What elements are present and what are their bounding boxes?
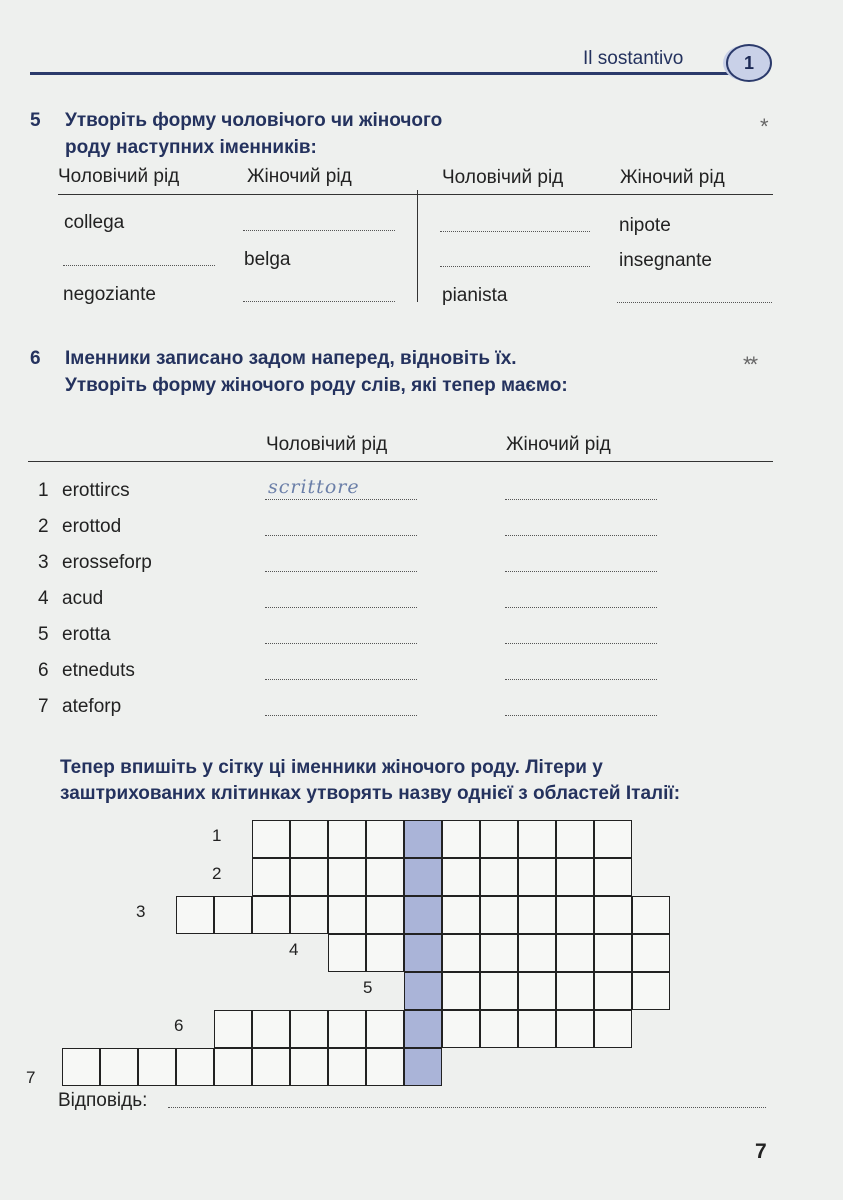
ex5-right-row3-female-blank[interactable]	[617, 302, 772, 303]
crossword-cell[interactable]	[556, 972, 594, 1010]
crossword-cell[interactable]	[176, 1048, 214, 1086]
crossword-cell[interactable]	[290, 858, 328, 896]
crossword-cell[interactable]	[442, 934, 480, 972]
crossword-row-number: 7	[26, 1068, 36, 1087]
unit-badge: 1	[726, 44, 772, 82]
crossword-cell[interactable]	[366, 858, 404, 896]
ex6-female-blank[interactable]	[505, 535, 657, 536]
crossword-cell[interactable]	[518, 934, 556, 972]
crossword-shaded-cell[interactable]	[404, 972, 442, 1010]
ex6-row-number: 1	[38, 480, 49, 501]
difficulty-stars: *	[760, 114, 767, 139]
crossword-shaded-cell[interactable]	[404, 1010, 442, 1048]
ex6-reversed-word: acud	[62, 588, 104, 609]
ex6-reversed-word: ateforp	[62, 696, 122, 717]
crossword-cell[interactable]	[290, 820, 328, 858]
crossword-cell[interactable]	[328, 820, 366, 858]
answer-label: Відповідь:	[58, 1090, 148, 1111]
ex6-female-blank[interactable]	[505, 607, 657, 608]
ex5-left-row1-male: collega	[64, 212, 125, 233]
ex5-right-row2-female: insegnante	[619, 250, 712, 271]
ex6-col-female: Жіночий рід	[506, 434, 611, 455]
crossword-cell[interactable]	[480, 858, 518, 896]
crossword-cell[interactable]	[556, 858, 594, 896]
crossword-cell[interactable]	[138, 1048, 176, 1086]
ex6-female-blank[interactable]	[505, 715, 657, 716]
crossword-cell[interactable]	[252, 858, 290, 896]
crossword-cell[interactable]	[518, 896, 556, 934]
crossword-cell[interactable]	[632, 896, 670, 934]
ex5-left-row3-male: negoziante	[63, 284, 156, 305]
ex6-row-number: 2	[38, 516, 49, 537]
page-number: 7	[755, 1140, 767, 1163]
ex6-female-blank[interactable]	[505, 571, 657, 572]
crossword-instruction-line1: Тепер впишіть у сітку ці іменники жіночого роду. Літери у	[60, 757, 603, 778]
crossword-cell[interactable]	[556, 820, 594, 858]
crossword-row-number: 5	[363, 978, 373, 997]
crossword-shaded-cell[interactable]	[404, 1048, 442, 1086]
crossword-cell[interactable]	[556, 1010, 594, 1048]
ex6-male-blank[interactable]	[265, 571, 417, 572]
crossword-cell[interactable]	[328, 934, 366, 972]
ex5-right-row2-male-blank[interactable]	[440, 266, 590, 267]
crossword-shaded-cell[interactable]	[404, 858, 442, 896]
section-title: Il sostantivo	[583, 48, 684, 69]
ex5-col-male-1: Чоловічий рід	[58, 166, 180, 187]
ex6-reversed-word: erottircs	[62, 480, 130, 501]
crossword-cell[interactable]	[480, 820, 518, 858]
ex6-row-number: 7	[38, 696, 49, 717]
crossword-cell[interactable]	[62, 1048, 100, 1086]
ex5-right-row1-male-blank[interactable]	[440, 231, 590, 232]
ex5-left-row3-female-blank[interactable]	[243, 301, 395, 302]
crossword-cell[interactable]	[480, 1010, 518, 1048]
crossword-shaded-cell[interactable]	[404, 934, 442, 972]
ex6-reversed-word: erosseforp	[62, 552, 152, 573]
crossword-cell[interactable]	[252, 896, 290, 934]
crossword-cell[interactable]	[594, 934, 632, 972]
crossword-cell[interactable]	[328, 858, 366, 896]
crossword-row-number: 2	[212, 864, 222, 883]
crossword-cell[interactable]	[480, 896, 518, 934]
crossword-cell[interactable]	[442, 896, 480, 934]
ex6-female-blank[interactable]	[505, 499, 657, 500]
ex5-col-male-2: Чоловічий рід	[442, 167, 564, 188]
ex6-row-number: 4	[38, 588, 49, 609]
crossword-cell[interactable]	[594, 820, 632, 858]
crossword-cell[interactable]	[252, 1010, 290, 1048]
answer-blank[interactable]	[168, 1107, 766, 1108]
crossword-cell[interactable]	[518, 858, 556, 896]
crossword-cell[interactable]	[480, 934, 518, 972]
ex6-male-blank[interactable]	[265, 535, 417, 536]
ex5-right-row1-female: nipote	[619, 215, 671, 236]
crossword-cell[interactable]	[518, 1010, 556, 1048]
crossword-cell[interactable]	[328, 1010, 366, 1048]
crossword-cell[interactable]	[594, 896, 632, 934]
crossword-cell[interactable]	[556, 934, 594, 972]
crossword-cell[interactable]	[214, 1010, 252, 1048]
ex6-row-number: 5	[38, 624, 49, 645]
crossword-cell[interactable]	[214, 1048, 252, 1086]
crossword-shaded-cell[interactable]	[404, 896, 442, 934]
crossword-cell[interactable]	[176, 896, 214, 934]
crossword-cell[interactable]	[480, 972, 518, 1010]
crossword-cell[interactable]	[214, 896, 252, 934]
ex5-column-divider	[417, 190, 418, 302]
crossword-cell[interactable]	[290, 896, 328, 934]
ex6-female-blank[interactable]	[505, 679, 657, 680]
exercise-6-instruction-line2: Утворіть форму жіночого роду слів, які тепер маємо:	[65, 375, 568, 396]
ex6-reversed-word: erotta	[62, 624, 111, 645]
crossword-cell[interactable]	[100, 1048, 138, 1086]
ex6-reversed-word: erottod	[62, 516, 122, 537]
ex5-left-row2-female: belga	[244, 249, 291, 270]
crossword-cell[interactable]	[518, 972, 556, 1010]
header-rule	[30, 72, 745, 75]
crossword-cell[interactable]	[442, 820, 480, 858]
crossword-cell[interactable]	[252, 1048, 290, 1086]
crossword-cell[interactable]	[366, 1048, 404, 1086]
ex5-col-female-1: Жіночий рід	[247, 166, 352, 187]
ex5-header-rule	[58, 194, 773, 195]
crossword-row-number: 6	[174, 1016, 184, 1035]
crossword-row-number: 4	[289, 940, 299, 959]
ex6-col-male: Чоловічий рід	[266, 434, 388, 455]
exercise-5-instruction-line2: роду наступних іменників:	[65, 137, 317, 158]
ex5-left-row2-male-blank[interactable]	[63, 265, 215, 266]
crossword-row-number: 3	[136, 902, 146, 921]
difficulty-stars-2: **	[743, 352, 757, 377]
crossword-cell[interactable]	[594, 858, 632, 896]
crossword-cell[interactable]	[594, 972, 632, 1010]
ex6-male-blank[interactable]	[265, 499, 417, 500]
crossword-cell[interactable]	[328, 1048, 366, 1086]
ex6-header-rule	[28, 461, 773, 462]
crossword-cell[interactable]	[366, 1010, 404, 1048]
crossword-row-number: 1	[212, 826, 222, 845]
crossword-cell[interactable]	[252, 820, 290, 858]
ex6-male-blank[interactable]	[265, 679, 417, 680]
crossword-cell[interactable]	[366, 896, 404, 934]
ex6-male-answer: scrittore	[268, 476, 360, 498]
crossword-cell[interactable]	[632, 934, 670, 972]
ex5-right-row3-male: pianista	[442, 285, 508, 306]
ex6-row-number: 6	[38, 660, 49, 681]
exercise-5-number: 5	[30, 110, 41, 131]
ex6-male-blank[interactable]	[265, 643, 417, 644]
crossword-cell[interactable]	[594, 1010, 632, 1048]
ex6-male-blank[interactable]	[265, 715, 417, 716]
exercise-6-number: 6	[30, 348, 41, 369]
crossword-cell[interactable]	[328, 896, 366, 934]
crossword-cell[interactable]	[556, 896, 594, 934]
ex6-row-number: 3	[38, 552, 49, 573]
crossword-cell[interactable]	[632, 972, 670, 1010]
crossword-cell[interactable]	[290, 1010, 328, 1048]
crossword-shaded-cell[interactable]	[404, 820, 442, 858]
ex5-left-row1-female-blank[interactable]	[243, 230, 395, 231]
crossword-cell[interactable]	[366, 820, 404, 858]
crossword-cell[interactable]	[518, 820, 556, 858]
ex6-reversed-word: etneduts	[62, 660, 135, 681]
crossword-cell[interactable]	[442, 858, 480, 896]
crossword-cell[interactable]	[442, 1010, 480, 1048]
crossword-cell[interactable]	[290, 1048, 328, 1086]
exercise-5-instruction-line1: Утворіть форму чоловічого чи жіночого	[65, 110, 443, 131]
exercise-6-instruction-line1: Іменники записано задом наперед, відновіть їх.	[65, 348, 517, 369]
crossword-instruction-line2: заштрихованих клітинках утворять назву однієї з областей Італії:	[60, 783, 681, 804]
ex6-female-blank[interactable]	[505, 643, 657, 644]
ex6-male-blank[interactable]	[265, 607, 417, 608]
crossword-cell[interactable]	[442, 972, 480, 1010]
ex5-col-female-2: Жіночий рід	[620, 167, 725, 188]
crossword-cell[interactable]	[366, 934, 404, 972]
